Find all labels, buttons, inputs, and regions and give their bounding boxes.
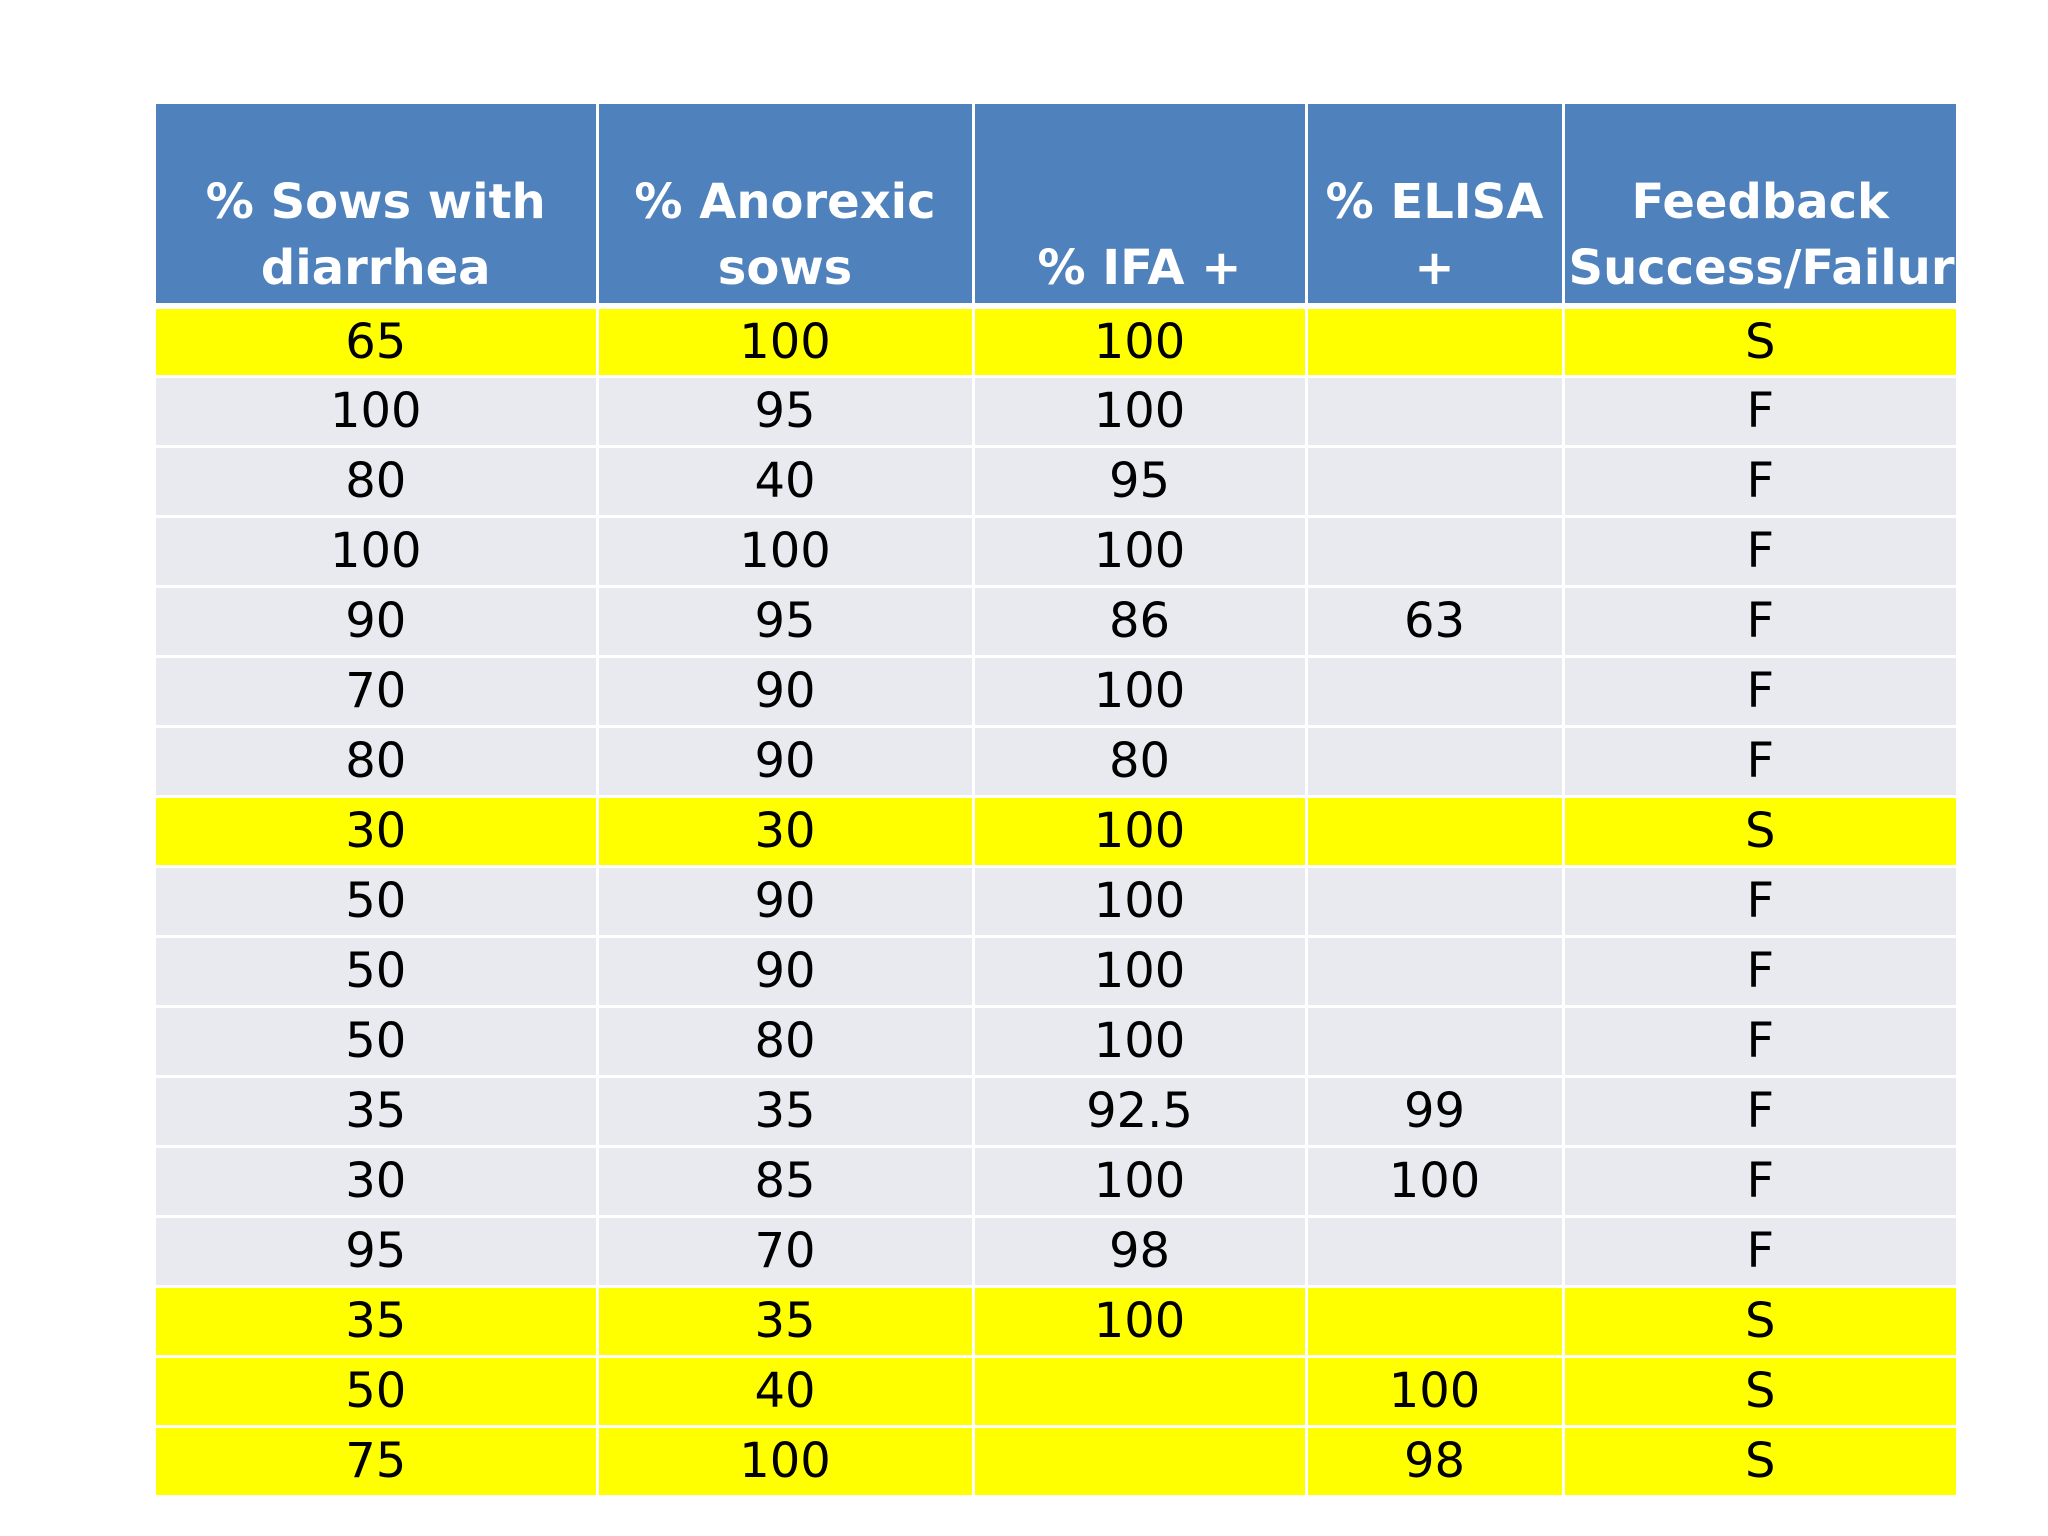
cell-sows-diarrhea: 95 (156, 1216, 597, 1286)
cell-elisa: 100 (1306, 1146, 1563, 1216)
cell-elisa (1306, 936, 1563, 1006)
cell-ifa: 100 (973, 1146, 1306, 1216)
cell-ifa: 95 (973, 446, 1306, 516)
cell-ifa (973, 1356, 1306, 1426)
table-row (156, 936, 1956, 1006)
cell-sows-diarrhea: 70 (156, 656, 597, 726)
cell-anorexic-sows: 80 (597, 1006, 973, 1076)
cell-ifa: 80 (973, 726, 1306, 796)
cell-ifa (973, 1426, 1306, 1496)
cell-feedback: S (1563, 306, 1956, 376)
cell-anorexic-sows: 95 (597, 586, 973, 656)
header-ifa: % IFA + (973, 104, 1306, 306)
cell-anorexic-sows: 40 (597, 1356, 973, 1426)
cell-sows-diarrhea: 50 (156, 866, 597, 936)
cell-feedback: F (1563, 936, 1956, 1006)
cell-sows-diarrhea: 65 (156, 306, 597, 376)
cell-sows-diarrhea: 30 (156, 796, 597, 866)
cell-sows-diarrhea: 35 (156, 1286, 597, 1356)
cell-anorexic-sows: 35 (597, 1076, 973, 1146)
cell-sows-diarrhea: 90 (156, 586, 597, 656)
cell-anorexic-sows: 90 (597, 726, 973, 796)
cell-anorexic-sows: 35 (597, 1286, 973, 1356)
cell-feedback: F (1563, 1076, 1956, 1146)
cell-elisa (1306, 866, 1563, 936)
cell-anorexic-sows: 85 (597, 1146, 973, 1216)
cell-feedback: S (1563, 1426, 1956, 1496)
cell-sows-diarrhea: 30 (156, 1146, 597, 1216)
cell-elisa (1306, 726, 1563, 796)
header-elisa: % ELISA + (1306, 104, 1563, 306)
cell-sows-diarrhea: 50 (156, 1356, 597, 1426)
cell-anorexic-sows: 100 (597, 516, 973, 586)
cell-elisa (1306, 1216, 1563, 1286)
cell-elisa (1306, 376, 1563, 446)
cell-sows-diarrhea: 35 (156, 1076, 597, 1146)
cell-sows-diarrhea: 75 (156, 1426, 597, 1496)
table-row (156, 1356, 1956, 1426)
cell-elisa (1306, 656, 1563, 726)
cell-ifa: 100 (973, 306, 1306, 376)
cell-ifa: 98 (973, 1216, 1306, 1286)
cell-elisa (1306, 516, 1563, 586)
cell-sows-diarrhea: 80 (156, 726, 597, 796)
table-row (156, 1216, 1956, 1286)
data-table (156, 104, 1988, 1498)
cell-ifa: 100 (973, 796, 1306, 866)
cell-anorexic-sows: 30 (597, 796, 973, 866)
cell-feedback: F (1563, 586, 1956, 656)
table-body (156, 306, 1956, 1496)
cell-sows-diarrhea: 50 (156, 1006, 597, 1076)
cell-anorexic-sows: 100 (597, 306, 973, 376)
cell-anorexic-sows: 90 (597, 656, 973, 726)
header-row (156, 104, 1956, 306)
cell-feedback: F (1563, 656, 1956, 726)
cell-ifa: 100 (973, 516, 1306, 586)
table-row (156, 726, 1956, 796)
cell-ifa: 92.5 (973, 1076, 1306, 1146)
header-anorexic-sows: % Anorexic sows (597, 104, 973, 306)
table-row (156, 1286, 1956, 1356)
cell-feedback: F (1563, 376, 1956, 446)
header-feedback: Feedback Success/Failure (1563, 104, 1956, 306)
cell-anorexic-sows: 90 (597, 866, 973, 936)
cell-elisa: 100 (1306, 1356, 1563, 1426)
cell-sows-diarrhea: 100 (156, 516, 597, 586)
cell-anorexic-sows: 95 (597, 376, 973, 446)
cell-feedback: F (1563, 866, 1956, 936)
cell-elisa (1306, 306, 1563, 376)
cell-anorexic-sows: 100 (597, 1426, 973, 1496)
cell-elisa: 63 (1306, 586, 1563, 656)
table-row (156, 306, 1956, 376)
table-row (156, 376, 1956, 446)
cell-feedback: S (1563, 796, 1956, 866)
cell-elisa: 98 (1306, 1426, 1563, 1496)
cell-elisa (1306, 1006, 1563, 1076)
table-row (156, 586, 1956, 656)
table-row (156, 516, 1956, 586)
cell-sows-diarrhea: 80 (156, 446, 597, 516)
cell-anorexic-sows: 90 (597, 936, 973, 1006)
cell-feedback: F (1563, 726, 1956, 796)
table-row (156, 1426, 1956, 1496)
cell-feedback: S (1563, 1286, 1956, 1356)
table-row (156, 1006, 1956, 1076)
cell-sows-diarrhea: 100 (156, 376, 597, 446)
cell-feedback: F (1563, 1146, 1956, 1216)
table-row (156, 446, 1956, 516)
cell-feedback: F (1563, 1006, 1956, 1076)
cell-ifa: 100 (973, 656, 1306, 726)
header-sows-diarrhea: % Sows with diarrhea (156, 104, 597, 306)
cell-elisa (1306, 446, 1563, 516)
table-row (156, 656, 1956, 726)
cell-anorexic-sows: 70 (597, 1216, 973, 1286)
cell-ifa: 100 (973, 936, 1306, 1006)
cell-sows-diarrhea: 50 (156, 936, 597, 1006)
cell-ifa: 100 (973, 1006, 1306, 1076)
cell-ifa: 86 (973, 586, 1306, 656)
cell-anorexic-sows: 40 (597, 446, 973, 516)
cell-elisa (1306, 796, 1563, 866)
cell-ifa: 100 (973, 376, 1306, 446)
cell-feedback: F (1563, 446, 1956, 516)
cell-feedback: F (1563, 1216, 1956, 1286)
cell-feedback: S (1563, 1356, 1956, 1426)
cell-ifa: 100 (973, 866, 1306, 936)
table-row (156, 1146, 1956, 1216)
table-row (156, 796, 1956, 866)
table-row (156, 866, 1956, 936)
cell-ifa: 100 (973, 1286, 1306, 1356)
cell-feedback: F (1563, 516, 1956, 586)
cell-elisa: 99 (1306, 1076, 1563, 1146)
table-row (156, 1076, 1956, 1146)
cell-elisa (1306, 1286, 1563, 1356)
